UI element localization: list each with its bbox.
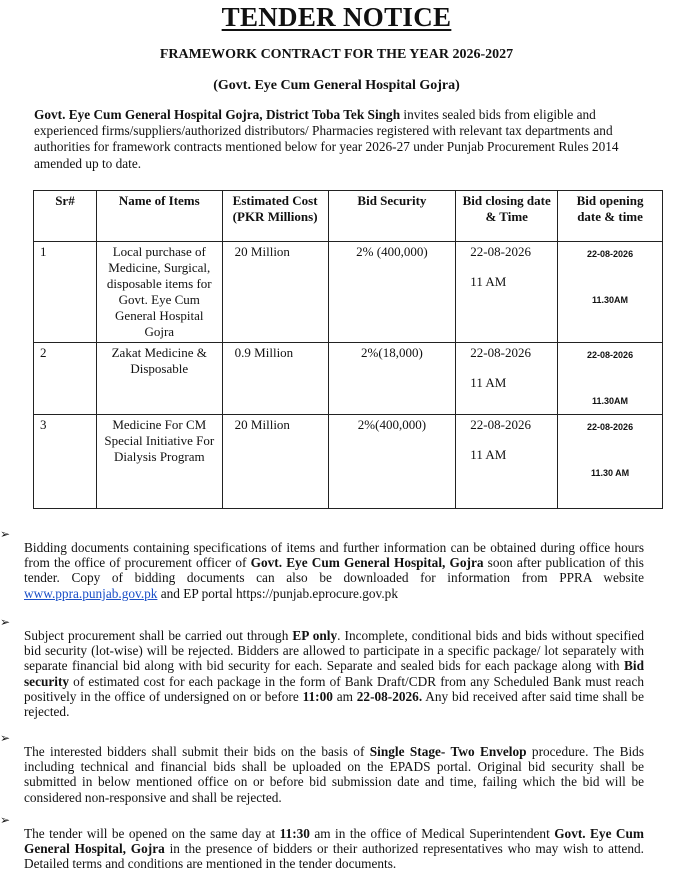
- header-sr: Sr#: [34, 191, 97, 242]
- row-sr: 3: [34, 415, 97, 509]
- tender-table: [33, 190, 663, 509]
- header-cost: Estimated Cost (PKR Millions): [222, 191, 328, 242]
- row-item-name: Zakat Medicine & Disposable: [96, 343, 222, 415]
- row-item-name: Medicine For CM Special Initiative For Dialysis Program: [96, 415, 222, 509]
- row-opening: 22-08-2026 11.30AM: [558, 343, 663, 415]
- row-sr: 2: [34, 343, 97, 415]
- row-closing: 22-08-2026 11 AM: [456, 415, 558, 509]
- hospital-heading: (Govt. Eye Cum General Hospital Gojra): [213, 78, 460, 93]
- row-cost: 0.9 Million: [222, 343, 328, 415]
- tender-opening-paragraph: The tender will be opened on the same day at 11:30 am in the office of Medical Superintendent Govt. Eye Cum General Hospital, Gojra in the presence of bidders or their authorized representatives who may wish to attend. Detailed terms and conditions are mentioned in the tender documents.: [24, 826, 644, 872]
- table-header-row: [34, 191, 663, 242]
- arrow-bullet-icon: ➢: [0, 615, 11, 629]
- row-security: 2%(18,000): [328, 343, 456, 415]
- procurement-paragraph: Subject procurement shall be carried out through EP only. Incomplete, conditional bids and bids without specified bid security (lot-wise) will be rejected. Bidders are allowed to participate in a specific package/ lot separately with separate financial bid along with bid security for each. Separate and sealed bids for each package along with Bid security of estimated cost for each package in the form of Bank Draft/CDR from any Scheduled Bank must reach positively in the office of undersigned on or before 11:00 am 22-08-2026. Any bid received after said time shall be rejected.: [24, 628, 644, 720]
- table-row: [34, 415, 663, 509]
- arrow-bullet-icon: ➢: [0, 731, 11, 745]
- row-opening: 22-08-2026 11.30 AM: [558, 415, 663, 509]
- row-closing: 22-08-2026 11 AM: [456, 242, 558, 343]
- header-security: Bid Security: [328, 191, 456, 242]
- notice-subtitle: FRAMEWORK CONTRACT FOR THE YEAR 2026-2027: [159, 47, 514, 62]
- row-opening: 22-08-2026 11.30AM: [558, 242, 663, 343]
- page-title: TENDER NOTICE: [221, 2, 452, 32]
- bid-submission-paragraph: The interested bidders shall submit their bids on the basis of Single Stage- Two Envelop procedure. The Bids including technical and financial bids shall be uploaded on the EPADS portal. Original bid security shall be submitted in below mentioned office on or before bid submission date and time, failing which the bid will be considered non-responsive and shall be rejected.: [24, 744, 644, 805]
- header-closing: Bid closing date & Time: [456, 191, 558, 242]
- header-opening: Bid opening date & time: [558, 191, 663, 242]
- row-sr: 1: [34, 242, 97, 343]
- row-security: 2% (400,000): [328, 242, 456, 343]
- bidding-documents-paragraph: Bidding documents containing specifications of items and further information can be obtained during office hours from the office of procurement officer of Govt. Eye Cum General Hospital, Gojra soon after publication of this tender. Copy of bidding documents can also be downloaded for information from PPRA website www.ppra.punjab.gov.pk and EP portal https://punjab.eprocure.gov.pk: [24, 540, 644, 601]
- table-row: [34, 343, 663, 415]
- row-closing: 22-08-2026 11 AM: [456, 343, 558, 415]
- row-cost: 20 Million: [222, 415, 328, 509]
- intro-paragraph: Govt. Eye Cum General Hospital Gojra, District Toba Tek Singh invites sealed bids from eligible and experienced firms/suppliers/authorized distributors/ Pharmacies registered with relevant tax departments and authorities for framework contracts mentioned below for year 2026-27 under Punjab Procurement Rules 2014 amended up to date.: [34, 107, 619, 171]
- row-item-name: Local purchase of Medicine, Surgical, disposable items for Govt. Eye Cum General Hospital Gojra: [96, 242, 222, 343]
- ppra-website-link[interactable]: www.ppra.punjab.gov.pk: [24, 585, 158, 601]
- row-security: 2%(400,000): [328, 415, 456, 509]
- header-name: Name of Items: [96, 191, 222, 242]
- arrow-bullet-icon: ➢: [0, 527, 11, 541]
- row-cost: 20 Million: [222, 242, 328, 343]
- table-row: [34, 242, 663, 343]
- arrow-bullet-icon: ➢: [0, 813, 11, 827]
